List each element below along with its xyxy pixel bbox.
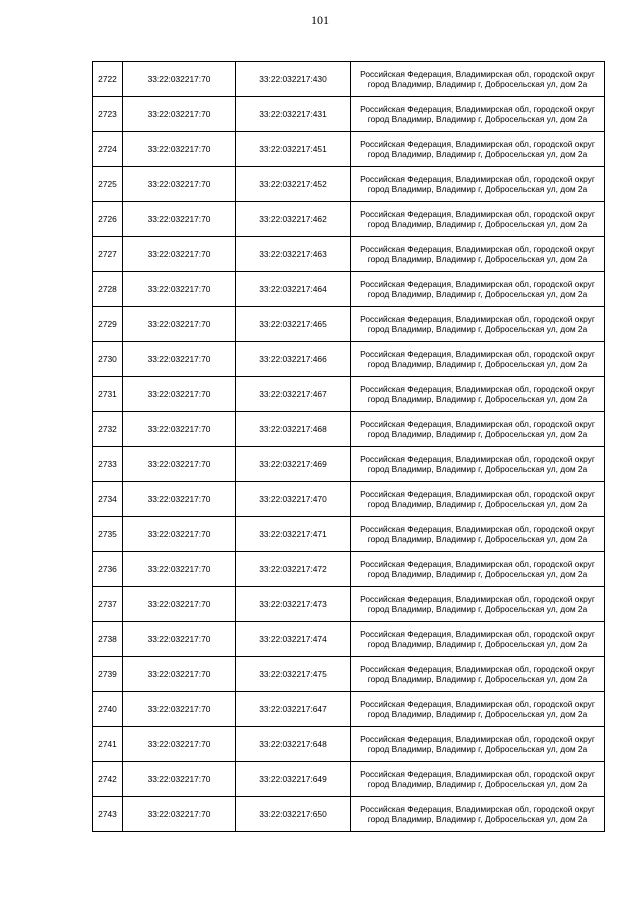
parent-cadastral-number: 33:22:032217:70 [123,62,236,97]
address-cell [351,377,605,412]
cadastral-number: 33:22:032217:467 [236,377,351,412]
row-number: 2734 [93,482,123,517]
address-line-1: Российская Федерация, Владимирская обл, городской округ [360,139,595,149]
row-number: 2743 [93,797,123,832]
parent-cadastral-number: 33:22:032217:70 [123,657,236,692]
table-row [93,272,605,307]
row-number: 2732 [93,412,123,447]
parent-cadastral-number: 33:22:032217:70 [123,412,236,447]
address-cell [351,797,605,832]
cadastral-number: 33:22:032217:649 [236,762,351,797]
cadastral-number: 33:22:032217:463 [236,237,351,272]
table-row [93,657,605,692]
row-number: 2725 [93,167,123,202]
row-number: 2728 [93,272,123,307]
cadastral-number: 33:22:032217:647 [236,692,351,727]
address-line-2: город Владимир, Владимир г, Добросельская ул, дом 2а [367,324,588,334]
table-row [93,377,605,412]
address-cell [351,552,605,587]
parent-cadastral-number: 33:22:032217:70 [123,342,236,377]
address-line-2: город Владимир, Владимир г, Добросельская ул, дом 2а [367,674,588,684]
cadastral-number: 33:22:032217:471 [236,517,351,552]
cadastral-number: 33:22:032217:469 [236,447,351,482]
parent-cadastral-number: 33:22:032217:70 [123,202,236,237]
address-line-1: Российская Федерация, Владимирская обл, городской округ [360,209,595,219]
parent-cadastral-number: 33:22:032217:70 [123,762,236,797]
table-row [93,517,605,552]
row-number: 2738 [93,622,123,657]
cadastral-number: 33:22:032217:452 [236,167,351,202]
address-line-1: Российская Федерация, Владимирская обл, городской округ [360,524,595,534]
parent-cadastral-number: 33:22:032217:70 [123,97,236,132]
address-cell [351,202,605,237]
address-cell [351,762,605,797]
address-line-2: город Владимир, Владимир г, Добросельская ул, дом 2а [367,464,588,474]
address-line-1: Российская Федерация, Владимирская обл, городской округ [360,419,595,429]
address-line-2: город Владимир, Владимир г, Добросельская ул, дом 2а [367,149,588,159]
address-line-2: город Владимир, Владимир г, Добросельская ул, дом 2а [367,184,588,194]
address-line-1: Российская Федерация, Владимирская обл, городской округ [360,629,595,639]
address-line-2: город Владимир, Владимир г, Добросельская ул, дом 2а [367,569,588,579]
address-line-1: Российская Федерация, Владимирская обл, городской округ [360,384,595,394]
row-number: 2742 [93,762,123,797]
row-number: 2741 [93,727,123,762]
table-row [93,237,605,272]
row-number: 2726 [93,202,123,237]
cadastral-number: 33:22:032217:650 [236,797,351,832]
row-number: 2739 [93,657,123,692]
table-row [93,167,605,202]
cadastral-number: 33:22:032217:466 [236,342,351,377]
table-row [93,97,605,132]
parent-cadastral-number: 33:22:032217:70 [123,237,236,272]
cadastral-number: 33:22:032217:470 [236,482,351,517]
parent-cadastral-number: 33:22:032217:70 [123,482,236,517]
address-cell [351,132,605,167]
cadastral-number: 33:22:032217:468 [236,412,351,447]
address-line-2: город Владимир, Владимир г, Добросельская ул, дом 2а [367,744,588,754]
address-line-1: Российская Федерация, Владимирская обл, городской округ [360,279,595,289]
parent-cadastral-number: 33:22:032217:70 [123,587,236,622]
address-cell [351,447,605,482]
address-line-2: город Владимир, Владимир г, Добросельская ул, дом 2а [367,429,588,439]
address-cell [351,482,605,517]
table-row [93,797,605,832]
row-number: 2730 [93,342,123,377]
address-line-1: Российская Федерация, Владимирская обл, городской округ [360,244,595,254]
row-number: 2729 [93,307,123,342]
address-line-1: Российская Федерация, Владимирская обл, городской округ [360,174,595,184]
table-row [93,552,605,587]
address-cell [351,62,605,97]
parent-cadastral-number: 33:22:032217:70 [123,447,236,482]
row-number: 2735 [93,517,123,552]
address-line-2: город Владимир, Владимир г, Добросельская ул, дом 2а [367,814,588,824]
cadastral-table [92,61,605,832]
row-number: 2731 [93,377,123,412]
address-line-1: Российская Федерация, Владимирская обл, городской округ [360,664,595,674]
parent-cadastral-number: 33:22:032217:70 [123,377,236,412]
address-line-2: город Владимир, Владимир г, Добросельская ул, дом 2а [367,254,588,264]
table-row [93,692,605,727]
address-cell [351,692,605,727]
parent-cadastral-number: 33:22:032217:70 [123,307,236,342]
parent-cadastral-number: 33:22:032217:70 [123,517,236,552]
row-number: 2736 [93,552,123,587]
address-line-1: Российская Федерация, Владимирская обл, городской округ [360,454,595,464]
address-cell [351,657,605,692]
row-number: 2740 [93,692,123,727]
address-line-1: Российская Федерация, Владимирская обл, городской округ [360,489,595,499]
address-cell [351,412,605,447]
address-line-1: Российская Федерация, Владимирская обл, городской округ [360,559,595,569]
table-row [93,342,605,377]
address-cell [351,517,605,552]
address-line-2: город Владимир, Владимир г, Добросельская ул, дом 2а [367,779,588,789]
table-row [93,587,605,622]
table-row [93,762,605,797]
row-number: 2733 [93,447,123,482]
table-row [93,62,605,97]
address-line-2: город Владимир, Владимир г, Добросельская ул, дом 2а [367,604,588,614]
row-number: 2722 [93,62,123,97]
address-cell [351,237,605,272]
address-line-2: город Владимир, Владимир г, Добросельская ул, дом 2а [367,534,588,544]
parent-cadastral-number: 33:22:032217:70 [123,692,236,727]
address-cell [351,307,605,342]
address-line-1: Российская Федерация, Владимирская обл, городской округ [360,734,595,744]
address-line-2: город Владимир, Владимир г, Добросельская ул, дом 2а [367,219,588,229]
cadastral-number: 33:22:032217:464 [236,272,351,307]
parent-cadastral-number: 33:22:032217:70 [123,167,236,202]
cadastral-number: 33:22:032217:473 [236,587,351,622]
cadastral-number: 33:22:032217:648 [236,727,351,762]
parent-cadastral-number: 33:22:032217:70 [123,622,236,657]
table-row [93,482,605,517]
address-line-2: город Владимир, Владимир г, Добросельская ул, дом 2а [367,79,588,89]
address-line-1: Российская Федерация, Владимирская обл, городской округ [360,769,595,779]
address-line-1: Российская Федерация, Владимирская обл, городской округ [360,349,595,359]
table-row [93,447,605,482]
address-line-2: город Владимир, Владимир г, Добросельская ул, дом 2а [367,359,588,369]
address-line-1: Российская Федерация, Владимирская обл, городской округ [360,104,595,114]
row-number: 2727 [93,237,123,272]
table-row [93,622,605,657]
table-row [93,202,605,237]
cadastral-number: 33:22:032217:474 [236,622,351,657]
address-cell [351,622,605,657]
address-line-1: Российская Федерация, Владимирская обл, городской округ [360,594,595,604]
address-cell [351,97,605,132]
cadastral-number: 33:22:032217:475 [236,657,351,692]
address-line-2: город Владимир, Владимир г, Добросельская ул, дом 2а [367,394,588,404]
cadastral-number: 33:22:032217:431 [236,97,351,132]
table-row [93,307,605,342]
cadastral-number: 33:22:032217:465 [236,307,351,342]
table-row [93,132,605,167]
parent-cadastral-number: 33:22:032217:70 [123,727,236,762]
row-number: 2737 [93,587,123,622]
parent-cadastral-number: 33:22:032217:70 [123,552,236,587]
table-row [93,412,605,447]
address-cell [351,167,605,202]
address-line-1: Российская Федерация, Владимирская обл, городской округ [360,69,595,79]
parent-cadastral-number: 33:22:032217:70 [123,272,236,307]
address-line-2: город Владимир, Владимир г, Добросельская ул, дом 2а [367,289,588,299]
address-cell [351,342,605,377]
address-line-2: город Владимир, Владимир г, Добросельская ул, дом 2а [367,114,588,124]
address-cell [351,587,605,622]
cadastral-number: 33:22:032217:462 [236,202,351,237]
address-line-2: город Владимир, Владимир г, Добросельская ул, дом 2а [367,709,588,719]
cadastral-number: 33:22:032217:430 [236,62,351,97]
cadastral-number: 33:22:032217:451 [236,132,351,167]
parent-cadastral-number: 33:22:032217:70 [123,797,236,832]
address-line-1: Российская Федерация, Владимирская обл, городской округ [360,314,595,324]
row-number: 2723 [93,97,123,132]
cadastral-number: 33:22:032217:472 [236,552,351,587]
row-number: 2724 [93,132,123,167]
table-row [93,727,605,762]
address-cell [351,727,605,762]
address-line-1: Российская Федерация, Владимирская обл, городской округ [360,699,595,709]
parent-cadastral-number: 33:22:032217:70 [123,132,236,167]
address-line-2: город Владимир, Владимир г, Добросельская ул, дом 2а [367,499,588,509]
address-cell [351,272,605,307]
page-number: 101 [311,13,329,27]
table-body [93,62,605,832]
address-line-2: город Владимир, Владимир г, Добросельская ул, дом 2а [367,639,588,649]
address-line-1: Российская Федерация, Владимирская обл, городской округ [360,804,595,814]
